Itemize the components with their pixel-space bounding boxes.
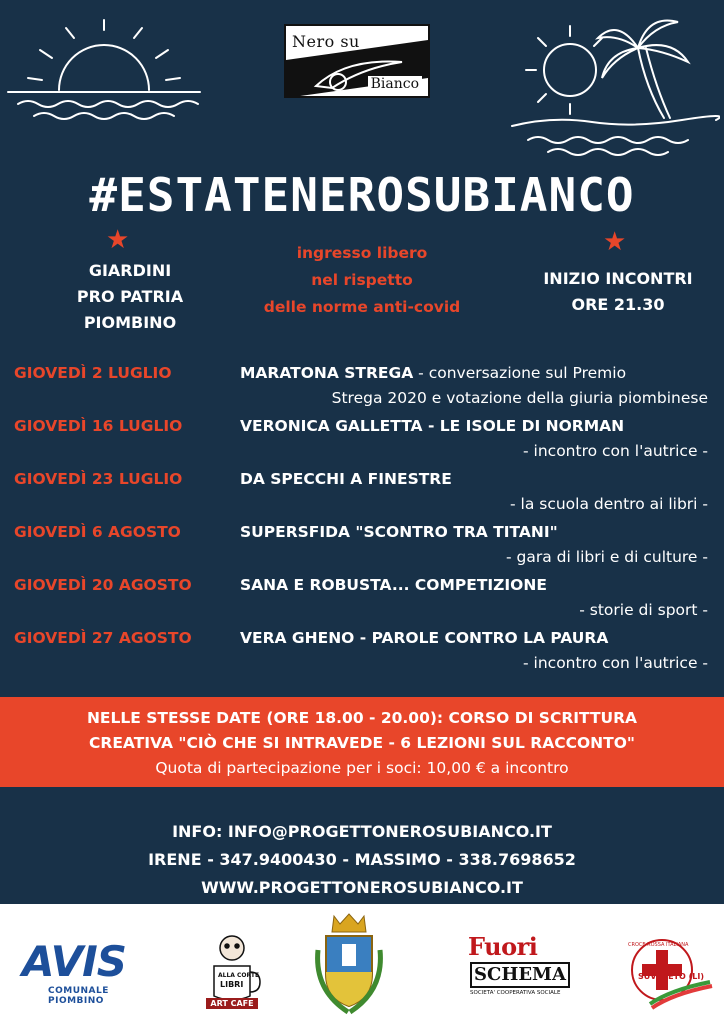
event-date: GIOVEDÌ 16 LUGLIO	[14, 417, 183, 435]
event-title-text: MARATONA STREGA	[240, 364, 414, 382]
palm-beach-illustration	[508, 8, 720, 158]
sunset-sea-illustration	[4, 18, 204, 128]
art-cafe-mid: LIBRI	[220, 980, 244, 989]
start-time-info	[520, 266, 716, 318]
red-cross-name: SUVERETO (LI)	[638, 972, 704, 981]
events-list	[0, 360, 724, 678]
event-row	[0, 360, 724, 413]
fuori-line2: SCHEMA	[470, 962, 570, 988]
red-cross-top: CROCE ROSSA ITALIANA	[628, 942, 689, 948]
event-title: SANA E ROBUSTA... COMPETIZIONE	[240, 576, 547, 594]
venue-line: GIARDINI	[88, 261, 172, 280]
event-subtitle: - storie di sport -	[579, 601, 708, 619]
venue-info	[40, 258, 220, 336]
logo-line1: Nero su	[292, 32, 360, 51]
star-icon: ★	[603, 227, 627, 257]
event-row	[0, 413, 724, 466]
event-description: - conversazione sul Premio	[413, 364, 627, 382]
event-row	[0, 625, 724, 678]
contact-info	[0, 818, 724, 902]
event-date: GIOVEDÌ 23 LUGLIO	[14, 470, 183, 488]
logo-line2: Bianco	[368, 76, 422, 92]
event-subtitle: Strega 2020 e votazione della giuria piombinese	[331, 389, 708, 407]
entry-line: nel rispetto	[311, 271, 413, 289]
event-row	[0, 466, 724, 519]
contact-email: INFO: INFO@PROGETTONEROSUBIANCO.IT	[172, 822, 552, 841]
event-subtitle: - incontro con l'autrice -	[523, 654, 708, 672]
event-date: GIOVEDÌ 20 AGOSTO	[14, 576, 192, 594]
event-date: GIOVEDÌ 2 LUGLIO	[14, 364, 172, 382]
event-date: GIOVEDÌ 6 AGOSTO	[14, 523, 181, 541]
banner-line1: NELLE STESSE DATE (ORE 18.00 - 20.00): CORSO DI SCRITTURA	[86, 709, 638, 727]
banner-line3: Quota di partecipazione per i soci: 10,00 € a incontro	[155, 759, 569, 777]
avis-name: AVIS	[22, 937, 127, 986]
start-line: ORE 21.30	[571, 295, 665, 314]
star-icon: ★	[106, 225, 130, 255]
event-row	[0, 572, 724, 625]
event-title: VERONICA GALLETTA - LE ISOLE DI NORMAN	[240, 417, 625, 435]
red-cross-suvereto-logo	[620, 934, 716, 1014]
event-title: VERA GHENO - PAROLE CONTRO LA PAURA	[240, 629, 609, 647]
event-row	[0, 519, 724, 572]
entry-line: ingresso libero	[296, 244, 428, 262]
event-subtitle: - la scuola dentro ai libri -	[510, 495, 708, 513]
writing-course-banner	[0, 697, 724, 787]
venue-line: PIOMBINO	[83, 313, 177, 332]
contact-phones: IRENE - 347.9400430 - MASSIMO - 338.7698652	[148, 850, 576, 869]
avis-logo	[22, 937, 162, 1006]
event-date: GIOVEDÌ 27 AGOSTO	[14, 629, 192, 647]
entry-info	[240, 240, 484, 321]
hashtag-title: #ESTATENEROSUBIANCO	[89, 168, 635, 222]
venue-line: PRO PATRIA	[76, 287, 184, 306]
entry-line: delle norme anti-covid	[263, 298, 461, 316]
start-line: INIZIO INCONTRI	[543, 269, 693, 288]
banner-line2: CREATIVA "CIÒ CHE SI INTRAVEDE - 6 LEZIONI SUL RACCONTO"	[89, 734, 635, 752]
art-cafe-name: ART CAFE	[206, 998, 258, 1009]
avis-subtitle: COMUNALE PIOMBINO	[48, 986, 109, 1006]
event-title: DA SPECCHI A FINESTRE	[240, 470, 452, 488]
fuori-schema-logo	[468, 932, 566, 1014]
fuori-line1: Fuori	[468, 932, 538, 961]
piombino-coat-of-arms-icon	[312, 910, 386, 1018]
art-cafe-logo	[196, 930, 268, 1010]
sponsors-bar	[0, 904, 724, 1024]
art-cafe-top: ALLA CORTE	[218, 972, 260, 979]
event-subtitle: - incontro con l'autrice -	[523, 442, 708, 460]
fuori-line3: SOCIETA' COOPERATIVA SOCIALE	[470, 990, 561, 996]
nero-su-bianco-logo	[284, 24, 430, 98]
event-title: SUPERSFIDA "SCONTRO TRA TITANI"	[240, 523, 558, 541]
event-subtitle: - gara di libri e di culture -	[506, 548, 708, 566]
contact-website: WWW.PROGETTONEROSUBIANCO.IT	[201, 878, 523, 897]
event-title	[240, 364, 626, 382]
